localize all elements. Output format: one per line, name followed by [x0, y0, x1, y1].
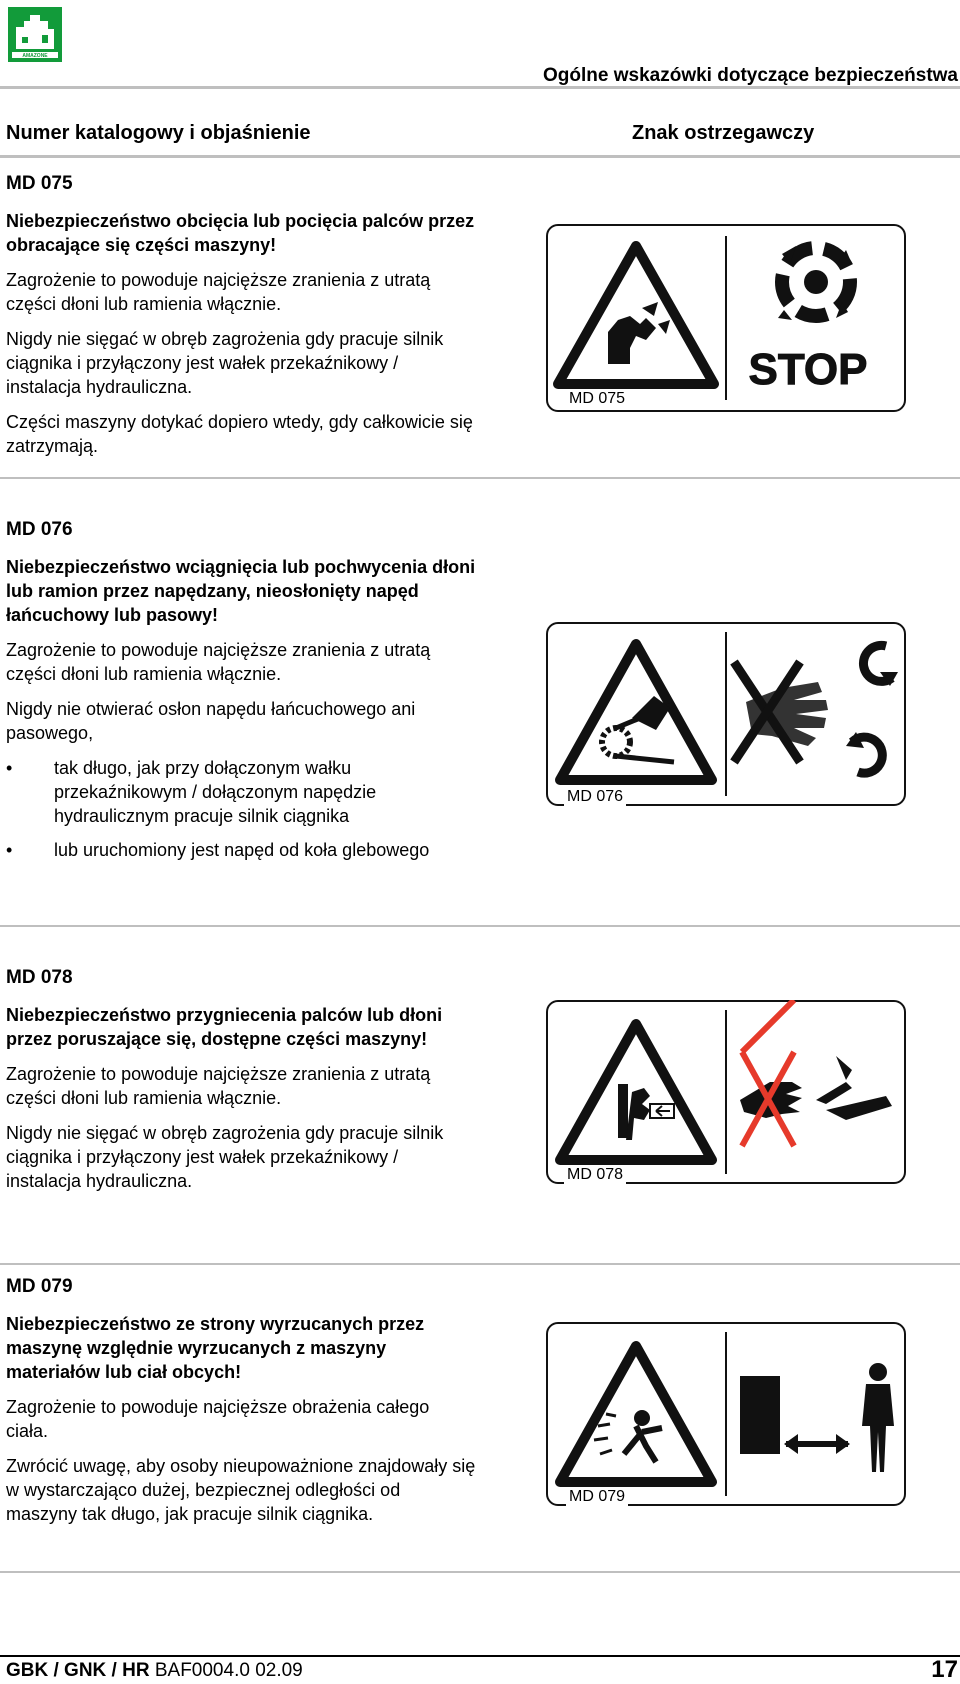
section-md076 [6, 518, 476, 872]
stop-text: STOP [748, 345, 868, 394]
warning-sign-md076 [546, 622, 906, 808]
sign-label: MD 079 [566, 1488, 628, 1506]
warning-sign-md078 [546, 1000, 906, 1186]
section-code: MD 075 [6, 173, 73, 194]
footer-models: GBK / GNK / HR [6, 1660, 150, 1681]
svg-text:AMAZONE: AMAZONE [22, 53, 48, 59]
page-number: 17 [931, 1656, 958, 1683]
moving-blade-icon [816, 1056, 892, 1120]
section-paragraph: Części maszyny dotykać dopiero wtedy, gdy całkowicie się zatrzymają. [6, 412, 473, 456]
sign-label: MD 076 [564, 788, 626, 806]
sign-label: MD 078 [564, 1166, 626, 1184]
column-heading-right: Znak ostrzegawczy [632, 122, 815, 144]
section-divider [0, 925, 960, 927]
thrown-objects-icon [594, 1410, 662, 1462]
amazone-logo [8, 7, 62, 62]
section-paragraph: Nigdy nie otwierać osłon napędu łańcuchowego ani pasowego, [6, 699, 416, 743]
section-heading: Niebezpieczeństwo obcięcia lub pocięcia palców przez obracające się części maszyny! [6, 211, 475, 255]
distance-arrow-icon [784, 1434, 850, 1454]
section-code: MD 076 [6, 519, 73, 540]
section-paragraph: Zagrożenie to powoduje najcięższe zranienia z utratą części dłoni lub ramienia włącznie. [6, 270, 431, 314]
hand-crossed-icon [740, 1000, 802, 1146]
crushing-hand-icon [618, 1084, 674, 1140]
section-md078 [6, 966, 476, 1204]
sign-label: MD 075 [566, 390, 628, 408]
warning-sign-md079 [546, 1322, 906, 1508]
rotating-arrows-icon [778, 246, 852, 320]
page-header-title: Ogólne wskazówki dotyczące bezpieczeństwa [543, 65, 958, 86]
section-divider [0, 1263, 960, 1265]
warning-pictogram [546, 622, 906, 808]
hand-crossed-icon [734, 662, 828, 762]
section-paragraph: Zagrożenie to powoduje najcięższe obrażenia całego ciała. [6, 1397, 430, 1441]
rotating-arrows-icon [846, 645, 898, 773]
section-heading: Niebezpieczeństwo ze strony wyrzucanych przez maszynę względnie wyrzucanych z maszyny materiałów lub ciał obcych! [6, 1314, 425, 1382]
footer-doc-code: BAF0004.0 02.09 [154, 1660, 303, 1681]
section-code: MD 078 [6, 967, 73, 988]
warning-pictogram [546, 224, 906, 414]
section-divider [0, 477, 960, 479]
section-code: MD 079 [6, 1276, 73, 1297]
person-icon [862, 1363, 894, 1472]
section-divider [0, 1571, 960, 1573]
column-heading-left: Numer katalogowy i objaśnienie [6, 122, 311, 144]
section-paragraph: Nigdy nie sięgać w obręb zagrożenia gdy pracuje silnik ciągnika i przyłączony jest wałek przekaźnikowy / instalacja hydrauliczna. [6, 1123, 444, 1191]
warning-triangle-icon [558, 246, 714, 384]
section-paragraph: Nigdy nie sięgać w obręb zagrożenia gdy pracuje silnik ciągnika i przyłączony jest wałek przekaźnikowy / instalacja hydrauliczna. [6, 329, 444, 397]
section-paragraph: Zagrożenie to powoduje najcięższe zranienia z utratą części dłoni lub ramienia włącznie. [6, 640, 431, 684]
footer-info [6, 1660, 303, 1682]
chain-drive-icon [602, 696, 674, 762]
warning-sign-md075 [546, 224, 906, 414]
section-md079 [6, 1275, 476, 1537]
section-paragraph: Zwrócić uwagę, aby osoby nieupoważnione znajdowały się w wystarczająco dużej, bezpiecznej odległości od maszyny tak długo, jak pracuje silnik ciągnika. [6, 1456, 476, 1524]
warning-pictogram [546, 1322, 906, 1508]
section-heading: Niebezpieczeństwo wciągnięcia lub pochwycenia dłoni lub ramion przez napędzany, nieosłonięty napęd łańcuchowy lub pasowy! [6, 557, 476, 625]
amazone-logo-icon [8, 7, 62, 62]
section-heading: Niebezpieczeństwo przygniecenia palców lub dłoni przez poruszające się, dostępne części maszyny! [6, 1005, 443, 1049]
hand-cut-icon [608, 302, 670, 364]
header-divider [0, 86, 960, 89]
list-item: • lub uruchomiony jest napęd od koła glebowego [6, 838, 476, 862]
warning-pictogram [546, 1000, 906, 1186]
column-heading-divider [0, 155, 960, 158]
footer-divider [0, 1655, 960, 1657]
section-md075 [6, 172, 476, 469]
list-item: • tak długo, jak przy dołączonym wałku przekaźnikowym / dołączonym napędzie hydraulicznym pracuje silnik ciągnika [6, 756, 476, 828]
bullet-list [6, 756, 476, 862]
section-paragraph: Zagrożenie to powoduje najcięższe zranienia z utratą części dłoni lub ramienia włącznie. [6, 1064, 431, 1108]
machine-block-icon [740, 1376, 780, 1454]
